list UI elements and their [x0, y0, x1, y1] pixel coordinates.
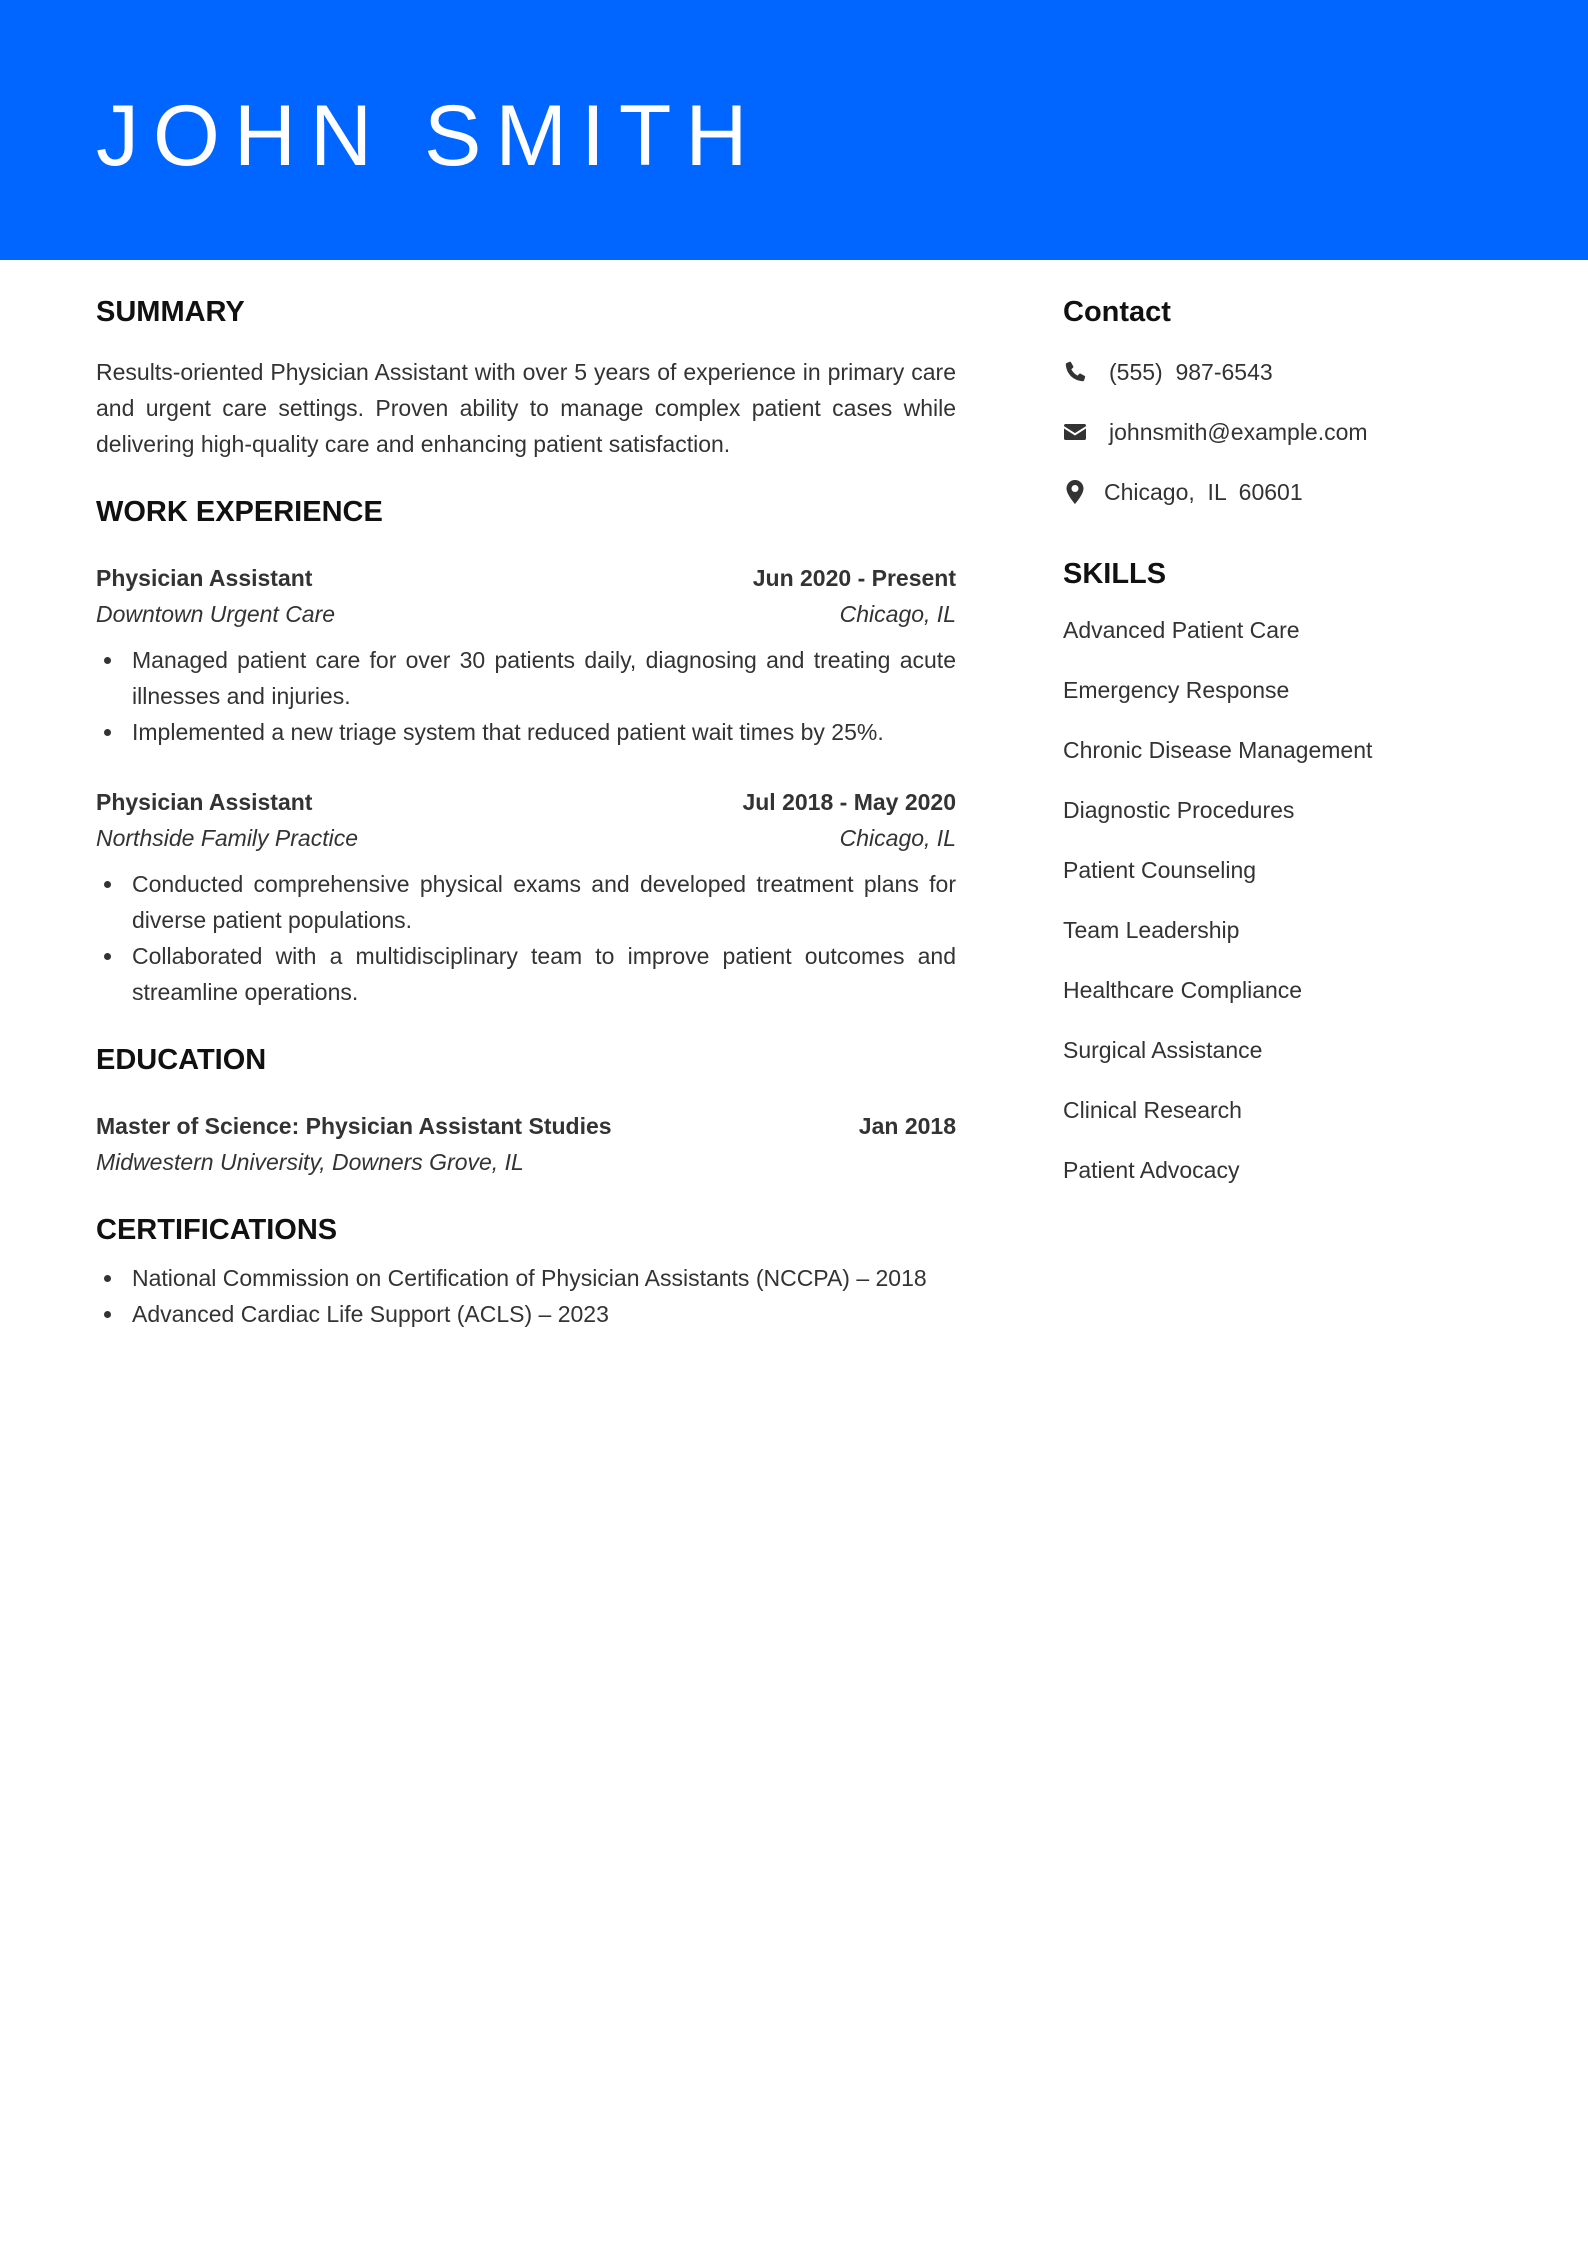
job-bullet: Managed patient care for over 30 patients daily, diagnosing and treating acute illnesses and injuries.	[96, 642, 956, 714]
job-bullet: Conducted comprehensive physical exams and developed treatment plans for diverse patient populations.	[96, 866, 956, 938]
job-bullet: Collaborated with a multidisciplinary team to improve patient outcomes and streamline operations.	[96, 938, 956, 1010]
skill-item: Surgical Assistance	[1063, 1037, 1263, 1063]
summary-section	[96, 292, 956, 462]
skill-item: Emergency Response	[1063, 677, 1290, 703]
contact-email	[1063, 414, 1503, 450]
work-experience-heading: WORK EXPERIENCE	[96, 496, 383, 528]
certifications-section	[96, 1210, 956, 1332]
certifications-heading: CERTIFICATIONS	[96, 1214, 338, 1246]
job-entry	[96, 560, 956, 750]
skill-item: Healthcare Compliance	[1063, 977, 1303, 1003]
contact-section	[1063, 292, 1503, 510]
contact-location	[1063, 474, 1503, 510]
summary-text: Results-oriented Physician Assistant with over 5 years of experience in primary care and urgent care settings. Proven ability to manage complex patient cases while delivering high-quality care and enhancing patient satisfaction.	[96, 359, 956, 457]
location-text: Chicago, IL 60601	[1104, 478, 1303, 505]
skill-item: Clinical Research	[1063, 1097, 1242, 1123]
education-date: Jan 2018	[858, 1113, 956, 1139]
phone-number: (555) 987-6543	[1109, 358, 1273, 385]
bullet-icon	[104, 1275, 111, 1282]
job-company: Downtown Urgent Care	[96, 601, 336, 627]
job-location: Chicago, IL	[839, 601, 956, 627]
bullet-icon	[104, 881, 111, 888]
job-role: Physician Assistant	[96, 565, 313, 591]
work-experience-section	[96, 492, 956, 1010]
summary-heading: SUMMARY	[96, 296, 245, 328]
job-role: Physician Assistant	[96, 789, 313, 815]
skill-item: Team Leadership	[1063, 917, 1240, 943]
skill-item: Patient Advocacy	[1063, 1157, 1240, 1183]
education-heading: EDUCATION	[96, 1044, 267, 1076]
skills-heading: SKILLS	[1063, 558, 1167, 590]
certification-item: Advanced Cardiac Life Support (ACLS) – 2023	[96, 1296, 956, 1332]
envelope-icon	[1063, 420, 1087, 444]
job-entry	[96, 784, 956, 1010]
candidate-name: JOHN SMITH	[96, 88, 762, 184]
certifications-list	[96, 1260, 956, 1332]
phone-icon	[1063, 360, 1087, 384]
skills-list	[1063, 612, 1503, 1212]
job-dates: Jul 2018 - May 2020	[742, 789, 956, 815]
school: Midwestern University, Downers Grove, IL	[96, 1149, 524, 1175]
certification-item: National Commission on Certification of Physician Assistants (NCCPA) – 2018	[96, 1260, 956, 1296]
degree: Master of Science: Physician Assistant Studies	[96, 1113, 612, 1139]
map-pin-icon	[1063, 480, 1087, 504]
contact-heading: Contact	[1063, 296, 1171, 328]
job-bullet: Implemented a new triage system that reduced patient wait times by 25%.	[96, 714, 956, 750]
contact-phone	[1063, 354, 1503, 390]
job-bullets	[96, 642, 956, 750]
sidebar-column	[1063, 292, 1503, 1212]
education-section	[96, 1040, 956, 1180]
skill-item: Chronic Disease Management	[1063, 737, 1373, 763]
job-company: Northside Family Practice	[96, 825, 359, 851]
job-dates: Jun 2020 - Present	[752, 565, 956, 591]
main-column	[96, 292, 956, 1332]
skills-section	[1063, 554, 1503, 1212]
header-banner	[0, 0, 1588, 260]
bullet-icon	[104, 729, 111, 736]
job-location: Chicago, IL	[839, 825, 956, 851]
email-address: johnsmith@example.com	[1109, 418, 1368, 445]
bullet-icon	[104, 953, 111, 960]
job-bullets	[96, 866, 956, 1010]
skill-item: Diagnostic Procedures	[1063, 797, 1295, 823]
bullet-icon	[104, 1311, 111, 1318]
skill-item: Patient Counseling	[1063, 857, 1257, 883]
bullet-icon	[104, 657, 111, 664]
skill-item: Advanced Patient Care	[1063, 617, 1300, 643]
